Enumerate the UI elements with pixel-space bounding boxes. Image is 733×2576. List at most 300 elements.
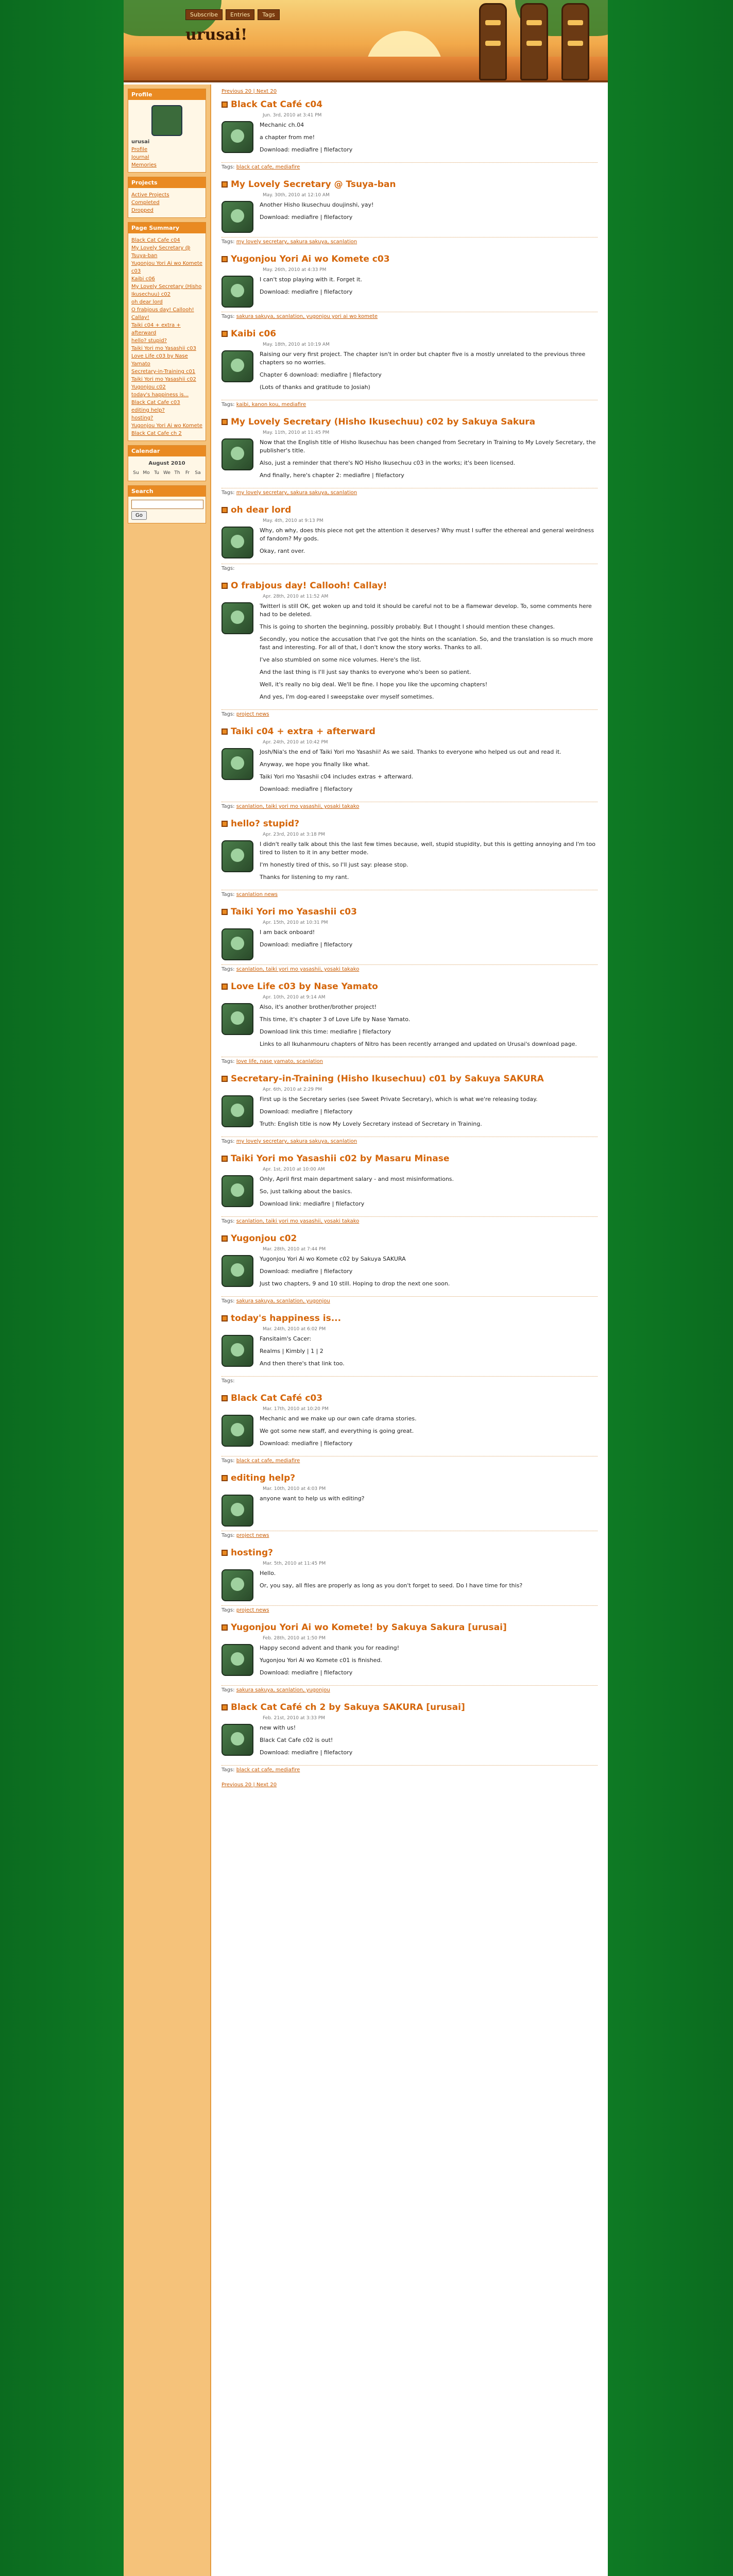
entry-body — [221, 1095, 598, 1132]
top-nav — [185, 9, 280, 20]
journal-entry — [221, 179, 598, 245]
entry-tag-link[interactable]: scanlation, taiki yori mo yasashii, yosaki takako — [236, 1218, 360, 1224]
journal-entry — [221, 1702, 598, 1773]
entry-tags: Tags: kaibi, kanon kou, mediafire — [221, 400, 598, 408]
entry-text — [260, 350, 598, 396]
entry-paragraph: Also, just a reminder that there's NO Hisho Ikusechuu c03 in the works; it's been licensed. — [260, 460, 516, 466]
entry-text — [260, 1415, 417, 1452]
entry-paragraph: Download link this time: mediafire | filefactory — [260, 1028, 391, 1035]
entry-paragraph: Links to all Ikuhanmouru chapters of Nitro has been recently arranged and updated on Urusai's download page. — [260, 1041, 577, 1047]
entry-text — [260, 1003, 577, 1053]
entry-mark-icon — [221, 507, 228, 513]
entry-title-text[interactable]: Yugonjou c02 — [231, 1233, 297, 1244]
entry-body — [221, 602, 598, 705]
entry-text — [260, 276, 362, 308]
entry-text — [260, 1095, 538, 1132]
entry-paragraph: a chapter from me! — [260, 134, 315, 141]
entry-mark-icon — [221, 419, 228, 425]
entry-title-text[interactable]: Yugonjou Yori Ai wo Komete! by Sakuya Sakura [urusai] — [231, 1622, 507, 1633]
memories-link[interactable]: Memories — [131, 162, 157, 168]
entry-tags: Tags: project news — [221, 1605, 598, 1613]
entry-paragraph: I didn't really talk about this the last few times because, well, stupid stupidity, but this is getting annoying and I'm too tired to listen to it in any better mode. — [260, 841, 596, 856]
entry-paragraph: Download: mediafire | filefactory — [260, 289, 353, 295]
projects-item[interactable]: Active Projects — [131, 192, 169, 198]
entry-title[interactable] — [221, 1074, 598, 1084]
user-icon — [221, 1095, 253, 1127]
journal-link[interactable]: Journal — [131, 155, 149, 160]
entry-title[interactable] — [221, 99, 598, 110]
entry-mark-icon — [221, 728, 228, 735]
entry-body — [221, 121, 598, 158]
user-icon — [221, 928, 253, 960]
tiki-icon — [479, 3, 507, 80]
search-button[interactable]: Go — [131, 511, 147, 520]
entry-date: Mar. 10th, 2010 at 4:03 PM — [263, 1486, 326, 1492]
entry-mark-icon — [221, 101, 228, 108]
entry-paragraph: Download: mediafire | filefactory — [260, 1268, 353, 1275]
entry-paragraph: And then there's that link too. — [260, 1360, 345, 1367]
user-icon — [221, 1255, 253, 1287]
entry-date: Mar. 28th, 2010 at 7:44 PM — [263, 1247, 326, 1252]
entry-title[interactable] — [221, 1233, 598, 1244]
entry-mark-icon — [221, 1475, 228, 1481]
entry-paragraph: Hello. — [260, 1570, 276, 1577]
summary-link[interactable]: Love Life c03 by Nase Yamato — [131, 353, 188, 367]
user-icon — [221, 276, 253, 308]
entry-body — [221, 1415, 598, 1452]
entry-paragraph: Now that the English title of Hisho Ikusechuu has been changed from Secretary in Training to My Lovely Secretary, the publisher's title. — [260, 439, 596, 454]
entry-body — [221, 748, 598, 798]
entry-paragraph: Download: mediafire | filefactory — [260, 1669, 353, 1676]
entry-date: May. 4th, 2010 at 9:13 PM — [263, 518, 323, 523]
projects-item[interactable]: Completed — [131, 200, 160, 206]
entry-text — [260, 748, 561, 798]
entry-body — [221, 1495, 598, 1527]
journal-entry — [221, 726, 598, 809]
nav-tags[interactable]: Tags — [258, 9, 279, 20]
entry-paragraph: Chapter 6 download: mediafire | filefactory — [260, 371, 382, 378]
tiki-icon — [561, 3, 589, 80]
main-column — [216, 84, 603, 2576]
entry-paragraph: This is going to shorten the beginning, possibly probably. But I thought I should mention these changes. — [260, 623, 555, 630]
entry-text — [260, 1644, 399, 1681]
entry-date: Feb. 28th, 2010 at 1:50 PM — [263, 1636, 326, 1641]
entry-mark-icon — [221, 821, 228, 827]
entry-tag-link[interactable]: black cat cafe, mediafire — [236, 1458, 300, 1464]
entry-body — [221, 276, 598, 308]
summary-link[interactable]: editing help? — [131, 408, 165, 413]
entry-text — [260, 1255, 450, 1292]
entry-paragraph: Just two chapters, 9 and 10 still. Hoping to drop the next one soon. — [260, 1280, 450, 1287]
entry-paragraph: Only, April first main department salary - and most misinformations. — [260, 1176, 454, 1182]
entry-paragraph: Download: mediafire | filefactory — [260, 941, 353, 948]
entry-date: May. 18th, 2010 at 10:19 AM — [263, 342, 330, 347]
entry-tags: Tags: my lovely secretary, sakura sakuya, scanlation — [221, 488, 598, 496]
entry-paragraph: And yes, I'm dog-eared I sweepstake over myself sometimes. — [260, 693, 434, 700]
entry-paragraph: Download: mediafire | filefactory — [260, 1108, 353, 1115]
entry-date: Mar. 5th, 2010 at 11:45 PM — [263, 1561, 326, 1566]
entry-paragraph: new with us! — [260, 1724, 296, 1731]
entry-title[interactable] — [221, 907, 598, 917]
entry-paragraph: Thanks for listening to my rant. — [260, 874, 349, 880]
entry-date: May. 26th, 2010 at 4:33 PM — [263, 267, 327, 273]
entry-mark-icon — [221, 583, 228, 589]
user-icon — [221, 438, 253, 470]
journal-entry — [221, 254, 598, 319]
entry-paragraph: Download: mediafire | filefactory — [260, 146, 353, 153]
summary-link[interactable]: Taiki Yori mo Yasashii c02 — [131, 377, 196, 382]
summary-link[interactable]: Kaibi c06 — [131, 276, 155, 282]
entry-text — [260, 1335, 345, 1372]
entry-title[interactable] — [221, 981, 598, 992]
entry-paragraph: Or, you say, all files are properly as long as you don't forget to seed. Do I have time for this? — [260, 1582, 523, 1589]
entry-title-text[interactable]: Black Cat Café c03 — [231, 1393, 323, 1403]
summary-link[interactable]: My Lovely Secretary @ Tsuya-ban — [131, 245, 191, 259]
entry-paragraph: anyone want to help us with editing? — [260, 1495, 365, 1502]
user-icon — [221, 1724, 253, 1756]
summary-link[interactable]: Black Cat Cafe c03 — [131, 400, 180, 405]
entry-tags: Tags: my lovely secretary, sakura sakuya, scanlation — [221, 1137, 598, 1144]
entry-mark-icon — [221, 1235, 228, 1242]
entry-paragraph: This time, it's chapter 3 of Love Life by Nase Yamato. — [260, 1016, 411, 1023]
entry-tags: Tags: love life, nase yamato, scanlation — [221, 1057, 598, 1064]
entry-tags: Tags: my lovely secretary, sakura sakuya, scanlation — [221, 237, 598, 245]
content-wrap — [124, 0, 608, 2576]
nav-entries[interactable]: Entries — [226, 9, 254, 20]
entry-date: Mar. 17th, 2010 at 10:20 PM — [263, 1406, 329, 1412]
entry-paragraph: Okay, rant over. — [260, 548, 305, 554]
journal-entry — [221, 417, 598, 496]
profile-name: urusai — [131, 139, 150, 145]
entry-tag-link[interactable]: sakura sakuya, scanlation, yugonjou — [236, 1687, 330, 1693]
entry-tag-link[interactable]: project news — [236, 1533, 269, 1538]
journal-entry — [221, 1154, 598, 1224]
entry-paragraph: Download: mediafire | filefactory — [260, 786, 353, 792]
entry-body — [221, 1569, 598, 1601]
summary-link[interactable]: hosting? — [131, 415, 154, 421]
entry-text — [260, 438, 598, 484]
entry-title[interactable] — [221, 726, 598, 737]
entry-date: May. 30th, 2010 at 12:10 AM — [263, 193, 330, 198]
nav-subscribe[interactable]: Subscribe — [185, 9, 223, 20]
entry-date: Apr. 23rd, 2010 at 3:18 PM — [263, 832, 325, 837]
calendar-day-header: Th — [174, 470, 180, 476]
entry-title-text[interactable]: My Lovely Secretary @ Tsuya-ban — [231, 179, 396, 190]
entry-body — [221, 1255, 598, 1292]
entry-tags: Tags: black cat cafe, mediafire — [221, 1765, 598, 1773]
entry-title[interactable] — [221, 1154, 598, 1164]
entry-title-text[interactable]: hello? stupid? — [231, 819, 300, 829]
summary-link[interactable]: Black Cat Cafe ch 2 — [131, 431, 182, 436]
entry-title[interactable] — [221, 254, 598, 264]
entry-tags: Tags: black cat cafe, mediafire — [221, 1456, 598, 1464]
calendar-day-header: Mo — [143, 470, 150, 476]
entry-mark-icon — [221, 1624, 228, 1631]
entry-text — [260, 840, 598, 886]
entry-mark-icon — [221, 331, 228, 337]
entry-mark-icon — [221, 1395, 228, 1401]
entry-paragraph: Fansitaim's Cacer: — [260, 1335, 312, 1342]
entry-title-text[interactable]: My Lovely Secretary (Hisho Ikusechuu) c02 by Sakuya Sakura — [231, 417, 536, 427]
user-icon — [221, 1415, 253, 1447]
entry-tag-link[interactable]: kaibi, kanon kou, mediafire — [236, 402, 306, 408]
entry-title[interactable] — [221, 1473, 598, 1483]
entry-body — [221, 350, 598, 396]
entry-paragraph: (Lots of thanks and gratitude to Josiah) — [260, 384, 370, 391]
sidebar — [124, 84, 211, 2576]
search-heading: Search — [128, 486, 206, 497]
entry-text — [260, 1495, 365, 1527]
calendar-grid — [131, 469, 202, 478]
entry-tag-link[interactable]: sakura sakuya, scanlation, yugonjou yori ai wo komete — [236, 314, 378, 319]
entry-tag-link[interactable]: scanlation, taiki yori mo yasashii, yosaki takako — [236, 804, 360, 809]
entry-tags: Tags: project news — [221, 709, 598, 717]
calendar-box — [128, 445, 206, 481]
summary-link[interactable]: Black Cat Cafe c04 — [131, 238, 180, 243]
entry-tag-link[interactable]: my lovely secretary, sakura sakuya, scanlation — [236, 1139, 357, 1144]
user-icon — [221, 840, 253, 872]
profile-link[interactable]: Profile — [131, 147, 148, 152]
entry-title-text[interactable]: Kaibi c06 — [231, 329, 277, 339]
projects-box — [128, 177, 206, 218]
entry-title-text[interactable]: O frabjous day! Callooh! Callay! — [231, 581, 387, 591]
site-title[interactable]: urusai! — [185, 26, 248, 44]
pagination-link[interactable]: Previous 20 | Next 20 — [221, 89, 277, 94]
journal-entry — [221, 329, 598, 408]
entry-tags: Tags: scanlation, taiki yori mo yasashii, yosaki takako — [221, 964, 598, 972]
summary-link[interactable]: My Lovely Secretary (Hisho Ikusechuu) c02 — [131, 284, 202, 297]
entry-tags: Tags: scanlation, taiki yori mo yasashii, yosaki takako — [221, 1216, 598, 1224]
entry-title-text[interactable]: editing help? — [231, 1473, 296, 1483]
page-summary-box — [128, 222, 206, 441]
entry-paragraph: Another Hisho Ikusechuu doujinshi, yay! — [260, 201, 374, 208]
entry-paragraph: Download link: mediafire | filefactory — [260, 1200, 365, 1207]
user-icon — [221, 1495, 253, 1527]
calendar-day-header: Fr — [185, 470, 190, 476]
entry-mark-icon — [221, 909, 228, 915]
search-input[interactable] — [131, 500, 203, 509]
page-summary-heading: Page Summary — [128, 223, 206, 233]
entry-paragraph: So, just talking about the basics. — [260, 1188, 352, 1195]
entry-title-text[interactable]: Taiki Yori mo Yasashii c03 — [231, 907, 357, 917]
entry-title-text[interactable]: today's happiness is... — [231, 1313, 342, 1324]
journal-entry — [221, 1233, 598, 1304]
entry-date: Feb. 21st, 2010 at 3:33 PM — [263, 1716, 325, 1721]
entry-tags: Tags: — [221, 564, 598, 571]
entry-tags: Tags: — [221, 1376, 598, 1384]
entry-date: Apr. 24th, 2010 at 10:42 PM — [263, 740, 328, 745]
footer-pagination-link[interactable]: Previous 20 | Next 20 — [221, 1782, 277, 1788]
user-icon — [221, 602, 253, 634]
entry-text — [260, 928, 352, 960]
calendar-day-header: Tu — [154, 470, 159, 476]
entry-title-text[interactable]: Black Cat Café ch 2 by Sakuya SAKURA [urusai] — [231, 1702, 465, 1713]
entry-tag-link[interactable]: black cat cafe, mediafire — [236, 1767, 300, 1773]
calendar-month[interactable]: August 2010 — [148, 461, 185, 466]
entry-date: Mar. 24th, 2010 at 6:02 PM — [263, 1327, 326, 1332]
entry-body — [221, 840, 598, 886]
entry-date: Jun. 3rd, 2010 at 3:41 PM — [263, 113, 322, 118]
entry-body — [221, 1003, 598, 1053]
summary-link[interactable]: Secretary-in-Training c01 — [131, 369, 196, 375]
entry-paragraph: I've also stumbled on some nice volumes. Here's the list. — [260, 656, 421, 663]
entry-mark-icon — [221, 181, 228, 188]
entry-mark-icon — [221, 1156, 228, 1162]
entry-title[interactable] — [221, 819, 598, 829]
entry-title-text[interactable]: Love Life c03 by Nase Yamato — [231, 981, 378, 992]
entry-mark-icon — [221, 1550, 228, 1556]
entry-text — [260, 527, 598, 560]
entry-tag-link[interactable]: my lovely secretary, sakura sakuya, scanlation — [236, 239, 357, 245]
calendar-day-header: We — [163, 470, 171, 476]
journal-entry — [221, 819, 598, 897]
entry-title[interactable] — [221, 1313, 598, 1324]
entry-mark-icon — [221, 1315, 228, 1321]
journal-entry — [221, 1074, 598, 1144]
entry-tag-link[interactable]: project news — [236, 711, 269, 717]
entry-date: May. 11th, 2010 at 11:45 PM — [263, 430, 330, 435]
calendar-day-header: Sa — [195, 470, 201, 476]
entry-list — [221, 99, 598, 1773]
entry-tag-link[interactable]: black cat cafe, mediafire — [236, 164, 300, 170]
journal-entry — [221, 99, 598, 170]
entry-title[interactable] — [221, 179, 598, 190]
entry-paragraph: Truth: English title is now My Lovely Secretary instead of Secretary in Training. — [260, 1121, 482, 1127]
summary-link[interactable]: hello? stupid? — [131, 338, 167, 344]
entry-paragraph: Twitterl is still OK, get woken up and told it should be careful not to be a flamewar develop. To, some comments here had to be deleted. — [260, 603, 592, 618]
user-icon — [221, 1175, 253, 1207]
entry-title[interactable] — [221, 1393, 598, 1403]
projects-heading: Projects — [128, 177, 206, 188]
entry-tag-link[interactable]: love life, nase yamato, scanlation — [236, 1059, 323, 1064]
entry-body — [221, 1335, 598, 1372]
entry-tag-link[interactable]: scanlation news — [236, 892, 278, 897]
entry-paragraph: Also, it's another brother/brother project! — [260, 1004, 377, 1010]
summary-link[interactable]: O frabjous day! Callooh! Callay! — [131, 307, 194, 320]
site-banner — [124, 0, 608, 82]
entry-tags: Tags: sakura sakuya, scanlation, yugonjou — [221, 1685, 598, 1693]
entry-text — [260, 1569, 522, 1601]
entry-body — [221, 438, 598, 484]
user-icon — [221, 1003, 253, 1035]
entry-tag-link[interactable]: scanlation, taiki yori mo yasashii, yosaki takako — [236, 967, 360, 972]
entry-text — [260, 1724, 352, 1761]
entry-title-text[interactable]: oh dear lord — [231, 505, 292, 515]
calendar-heading: Calendar — [128, 446, 206, 456]
entry-paragraph: I'm honestly tired of this, so I'll just say: please stop. — [260, 861, 408, 868]
user-icon — [221, 350, 253, 382]
summary-link[interactable]: Yugonjou c02 — [131, 384, 166, 390]
journal-entry — [221, 1393, 598, 1464]
entry-paragraph: Well, it's really no big deal. We'll be fine. I hope you like the upcoming chapters! — [260, 681, 488, 688]
summary-link[interactable]: Yugonjou Yori Ai wo Komete c03 — [131, 261, 202, 274]
entry-paragraph: Realms | Kimbly | 1 | 2 — [260, 1348, 323, 1354]
entry-title-text[interactable]: Black Cat Café c04 — [231, 99, 323, 110]
entry-date: Apr. 28th, 2010 at 11:52 AM — [263, 594, 329, 599]
entry-tag-link[interactable]: sakura sakuya, scanlation, yugonjou — [236, 1298, 330, 1304]
entry-date: Apr. 15th, 2010 at 10:31 PM — [263, 920, 328, 925]
journal-entry — [221, 505, 598, 571]
summary-link[interactable]: Taiki Yori mo Yasashii c03 — [131, 346, 196, 351]
entry-date: Apr. 10th, 2010 at 9:14 AM — [263, 995, 326, 1000]
journal-entry — [221, 1548, 598, 1613]
entry-mark-icon — [221, 1704, 228, 1710]
journal-entry — [221, 581, 598, 717]
entry-paragraph: Why, oh why, does this piece not get the attention it deserves? Why must I suffer the ethereal and general weirdness of fandom? My gods. — [260, 527, 594, 542]
entry-paragraph: Download: mediafire | filefactory — [260, 1749, 353, 1756]
entry-body — [221, 1644, 598, 1681]
entry-tags: Tags: scanlation, taiki yori mo yasashii, yosaki takako — [221, 802, 598, 809]
entry-title[interactable] — [221, 581, 598, 591]
summary-link[interactable]: oh dear lord — [131, 299, 163, 305]
journal-entry — [221, 1473, 598, 1538]
entry-tags: Tags: sakura sakuya, scanlation, yugonjou — [221, 1296, 598, 1304]
entry-paragraph: Yugonjou Yori Ai wo Komete c02 by Sakuya SAKURA — [260, 1256, 406, 1262]
entry-title[interactable] — [221, 1702, 598, 1713]
entry-paragraph: Mechanic and we make up our own cafe drama stories. — [260, 1415, 417, 1422]
entry-paragraph: Happy second advent and thank you for reading! — [260, 1645, 400, 1651]
entry-paragraph: And finally, here's chapter 2: mediafire | filefactory — [260, 472, 404, 479]
entry-body — [221, 928, 598, 960]
entry-paragraph: Anyway, we hope you finally like what. — [260, 761, 370, 768]
entry-text — [260, 201, 373, 233]
user-icon — [221, 1335, 253, 1367]
entry-title[interactable] — [221, 417, 598, 427]
entry-title-text[interactable]: Secretary-in-Training (Hisho Ikusechuu) c01 by Sakuya SAKURA — [231, 1074, 544, 1084]
entry-paragraph: Yugonjou Yori Ai wo Komete c01 is finished. — [260, 1657, 382, 1664]
search-box — [128, 485, 206, 523]
entry-title[interactable] — [221, 1548, 598, 1558]
entry-title[interactable] — [221, 505, 598, 515]
entry-paragraph: I am back onboard! — [260, 929, 315, 936]
entry-text — [260, 121, 352, 158]
entry-paragraph: Black Cat Cafe c02 is out! — [260, 1737, 333, 1743]
journal-entry — [221, 981, 598, 1064]
user-icon — [221, 121, 253, 153]
calendar-day-header: Su — [133, 470, 139, 476]
entry-paragraph: First up is the Secretary series (see Sweet Private Secretary), which is what we're releasing today. — [260, 1096, 538, 1103]
summary-link[interactable]: Yugonjou Yori Ai wo Komete — [131, 423, 202, 429]
user-icon — [221, 748, 253, 780]
projects-item[interactable]: Dropped — [131, 208, 154, 213]
entry-title-text[interactable]: Taiki c04 + extra + afterward — [231, 726, 376, 737]
summary-link[interactable]: today's happiness is... — [131, 392, 189, 398]
entry-paragraph: Raising our very first project. The chapter isn't in order but chapter five is a mostly unrelated to the previous three chapters so no worries. — [260, 351, 586, 366]
entry-tag-link[interactable]: project news — [236, 1607, 269, 1613]
avatar[interactable] — [151, 105, 182, 136]
entry-body — [221, 1175, 598, 1212]
user-icon — [221, 201, 253, 233]
profile-heading: Profile — [128, 89, 206, 100]
entry-title-text[interactable]: hosting? — [231, 1548, 273, 1558]
user-icon — [221, 1569, 253, 1601]
journal-entry — [221, 1622, 598, 1693]
entry-title-text[interactable]: Yugonjou Yori Ai wo Komete c03 — [231, 254, 390, 264]
entry-title[interactable] — [221, 1622, 598, 1633]
user-icon — [221, 527, 253, 558]
entry-tag-link[interactable]: my lovely secretary, sakura sakuya, scanlation — [236, 490, 357, 496]
entry-text — [260, 1175, 454, 1212]
entry-paragraph: Josh/Nia's the end of Taiki Yori mo Yasashii! As we said. Thanks to everyone who helped us out and read it. — [260, 749, 561, 755]
entry-body — [221, 1724, 598, 1761]
entry-title[interactable] — [221, 329, 598, 339]
entry-paragraph: Download: mediafire | filefactory — [260, 1440, 353, 1447]
entry-paragraph: Taiki Yori mo Yasashii c04 includes extras + afterward. — [260, 773, 414, 780]
entry-tags: Tags: scanlation news — [221, 890, 598, 897]
entry-body — [221, 527, 598, 560]
entry-title-text[interactable]: Taiki Yori mo Yasashii c02 by Masaru Minase — [231, 1154, 450, 1164]
summary-link[interactable]: Taiki c04 + extra + afterward — [131, 323, 181, 336]
